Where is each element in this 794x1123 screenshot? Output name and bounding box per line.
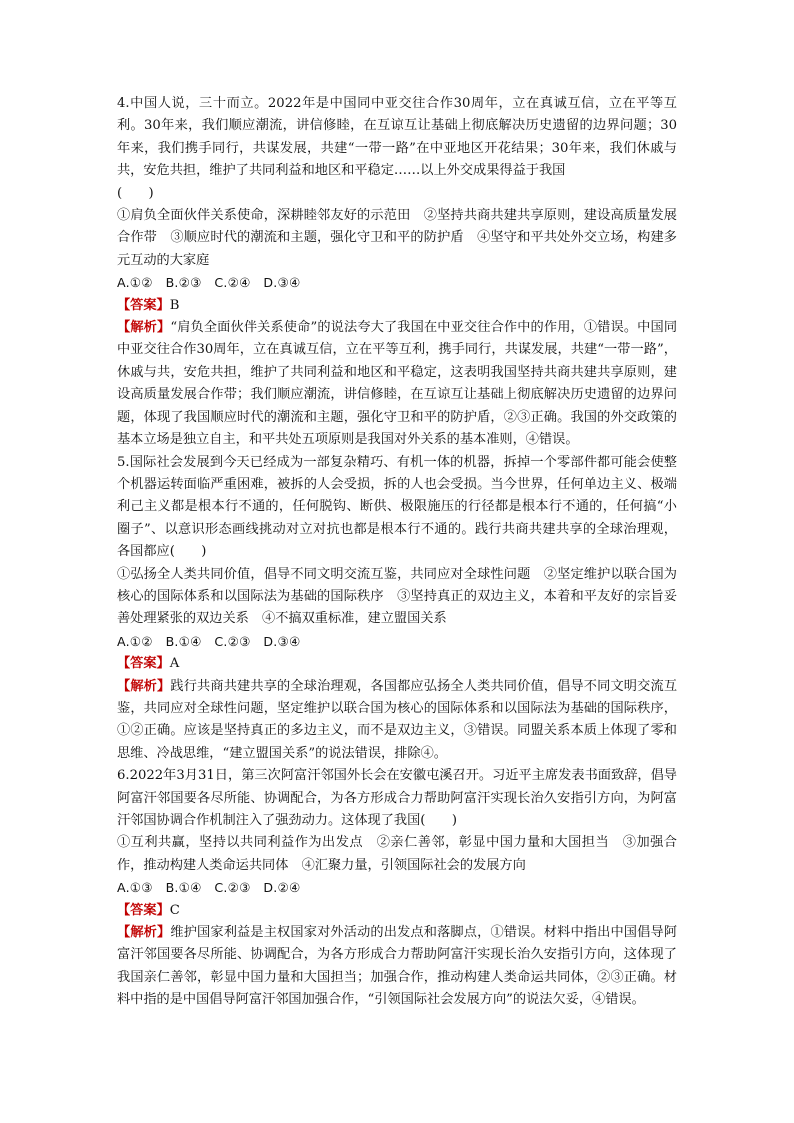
question-statements: ①弘扬全人类共同价值，倡导不同文明交流互鉴，共同应对全球性问题 ②坚定维护以联合国为核心的国际体系和以国际法为基础的国际秩序 ③坚持真正的双边主义，本着和平友好的宗旨妥善处理紧张的双边关系 ④不搞双重标准，建立盟国关系 bbox=[117, 566, 677, 627]
question-5 bbox=[117, 452, 677, 766]
answer-options: A.①② B.①④ C.②③ D.③④ bbox=[117, 633, 301, 649]
answer-line bbox=[117, 295, 677, 317]
analysis-text: 维护国家利益是主权国家对外活动的出发点和落脚点，①错误。材料中指出中国倡导阿富汗邻国要各尽所能、协调配合，为各方形成合力帮助阿富汗实现长治久安指引方向，这体现了我国亲仁善邻，彰显中国力量和大国担当；加强合作，推动构建人类命运共同体，②③正确。材料中指的是中国倡导阿富汗邻国加强合作，“引领国际社会发展方向”的说法欠妥，④错误。 bbox=[117, 925, 678, 1008]
question-4 bbox=[117, 93, 677, 452]
answer-options: A.①③ B.①④ C.②③ D.②④ bbox=[117, 880, 301, 896]
question-statements: ①互利共赢，坚持以共同利益作为出发点 ②亲仁善邻，彰显中国力量和大国担当 ③加强合作，推动构建人类命运共同体 ④汇聚力量，引领国际社会的发展方向 bbox=[117, 835, 677, 873]
answer-tag: 【答案】 bbox=[117, 297, 170, 313]
question-stem: 5.国际社会发展到今天已经成为一部复杂精巧、有机一体的机器，拆掉一个零部件都可能会使整个机器运转面临严重困难，被拆的人会受损，拆的人也会受损。当今世界，任何单边主义、极端利己主义都是根本行不通的，任何脱钩、断供、极限施压的行径都是根本行不通的，任何搞“小圈子”、以意识形态画线挑动对立对抗也都是根本行不通的。践行共商共建共享的全球治理观，各国都应( ) bbox=[117, 454, 677, 560]
analysis-text: “肩负全面伙伴关系使命”的说法夸大了我国在中亚交往合作中的作用，①错误。中国同中亚交往合作30周年，立在真诚互信，立在平等互利，携手同行，共谋发展，共建“一带一路”，休戚与共，安危共担，维护了共同利益和地区和平稳定，这表明我国坚持共商共建共享原则，建设高质量发展合作带；我们顺应潮流，讲信修睦，在互谅互让基础上彻底解决历史遗留的边界问题，体现了我国顺应时代的潮流和主题，强化守卫和平的防护盾，②③正确。我国的外交政策的基本立场是独立自主，和平共处五项原则是我国对外关系的基本准则，④错误。 bbox=[117, 320, 678, 448]
answer-line bbox=[117, 900, 677, 922]
question-statements: ①肩负全面伙伴关系使命，深耕睦邻友好的示范田 ②坚持共商共建共享原则，建设高质量发展合作带 ③顺应时代的潮流和主题，强化守卫和平的防护盾 ④坚守和平共处外交立场，构建多元互动的大家庭 bbox=[117, 208, 677, 268]
analysis-paragraph bbox=[117, 676, 677, 766]
question-stem: 6.2022年3月31日，第三次阿富汗邻国外长会在安徽屯溪召开。习近平主席发表书面致辞，倡导阿富汗邻国要各尽所能、协调配合，为各方形成合力帮助阿富汗实现长治久安指引方向，为阿富汗邻国协调合作机制注入了强劲动力。这体现了我国( ) bbox=[117, 768, 677, 828]
document-page bbox=[117, 93, 677, 1012]
analysis-paragraph bbox=[117, 317, 677, 451]
answer-tag: 【答案】 bbox=[117, 902, 170, 918]
analysis-tag: 【解析】 bbox=[117, 925, 171, 941]
analysis-tag: 【解析】 bbox=[117, 678, 171, 694]
answer-options: A.①② B.②③ C.②④ D.③④ bbox=[117, 275, 301, 291]
analysis-text: 践行共商共建共享的全球治理观，各国都应弘扬全人类共同价值，倡导不同文明交流互鉴，共同应对全球性问题，坚定维护以联合国为核心的国际体系和以国际法为基础的国际秩序，①②正确。应该是坚持真正的多边主义，而不是双边主义，③错误。同盟关系本质上体现了零和思维、冷战思维，“建立盟国关系”的说法错误，排除④。 bbox=[117, 678, 678, 761]
analysis-tag: 【解析】 bbox=[117, 320, 171, 336]
question-stem: 4.中国人说，三十而立。2022年是中国同中亚交往合作30周年，立在真诚互信，立在平等互利。30年来，我们顺应潮流，讲信修睦，在互谅互让基础上彻底解决历史遗留的边界问题；30年来，我们携手同行，共谋发展，共建“一带一路”在中亚地区开花结果；30年来，我们休戚与共，安危共担，维护了共同利益和地区和平稳定……以上外交成果得益于我国 bbox=[117, 96, 677, 179]
analysis-paragraph bbox=[117, 922, 677, 1012]
answer-value: A bbox=[169, 656, 180, 672]
answer-blank: ( ) bbox=[117, 185, 154, 201]
question-6 bbox=[117, 765, 677, 1011]
answer-value: B bbox=[169, 297, 180, 313]
answer-line bbox=[117, 653, 677, 675]
answer-value: C bbox=[169, 902, 180, 918]
answer-tag: 【答案】 bbox=[117, 656, 170, 672]
